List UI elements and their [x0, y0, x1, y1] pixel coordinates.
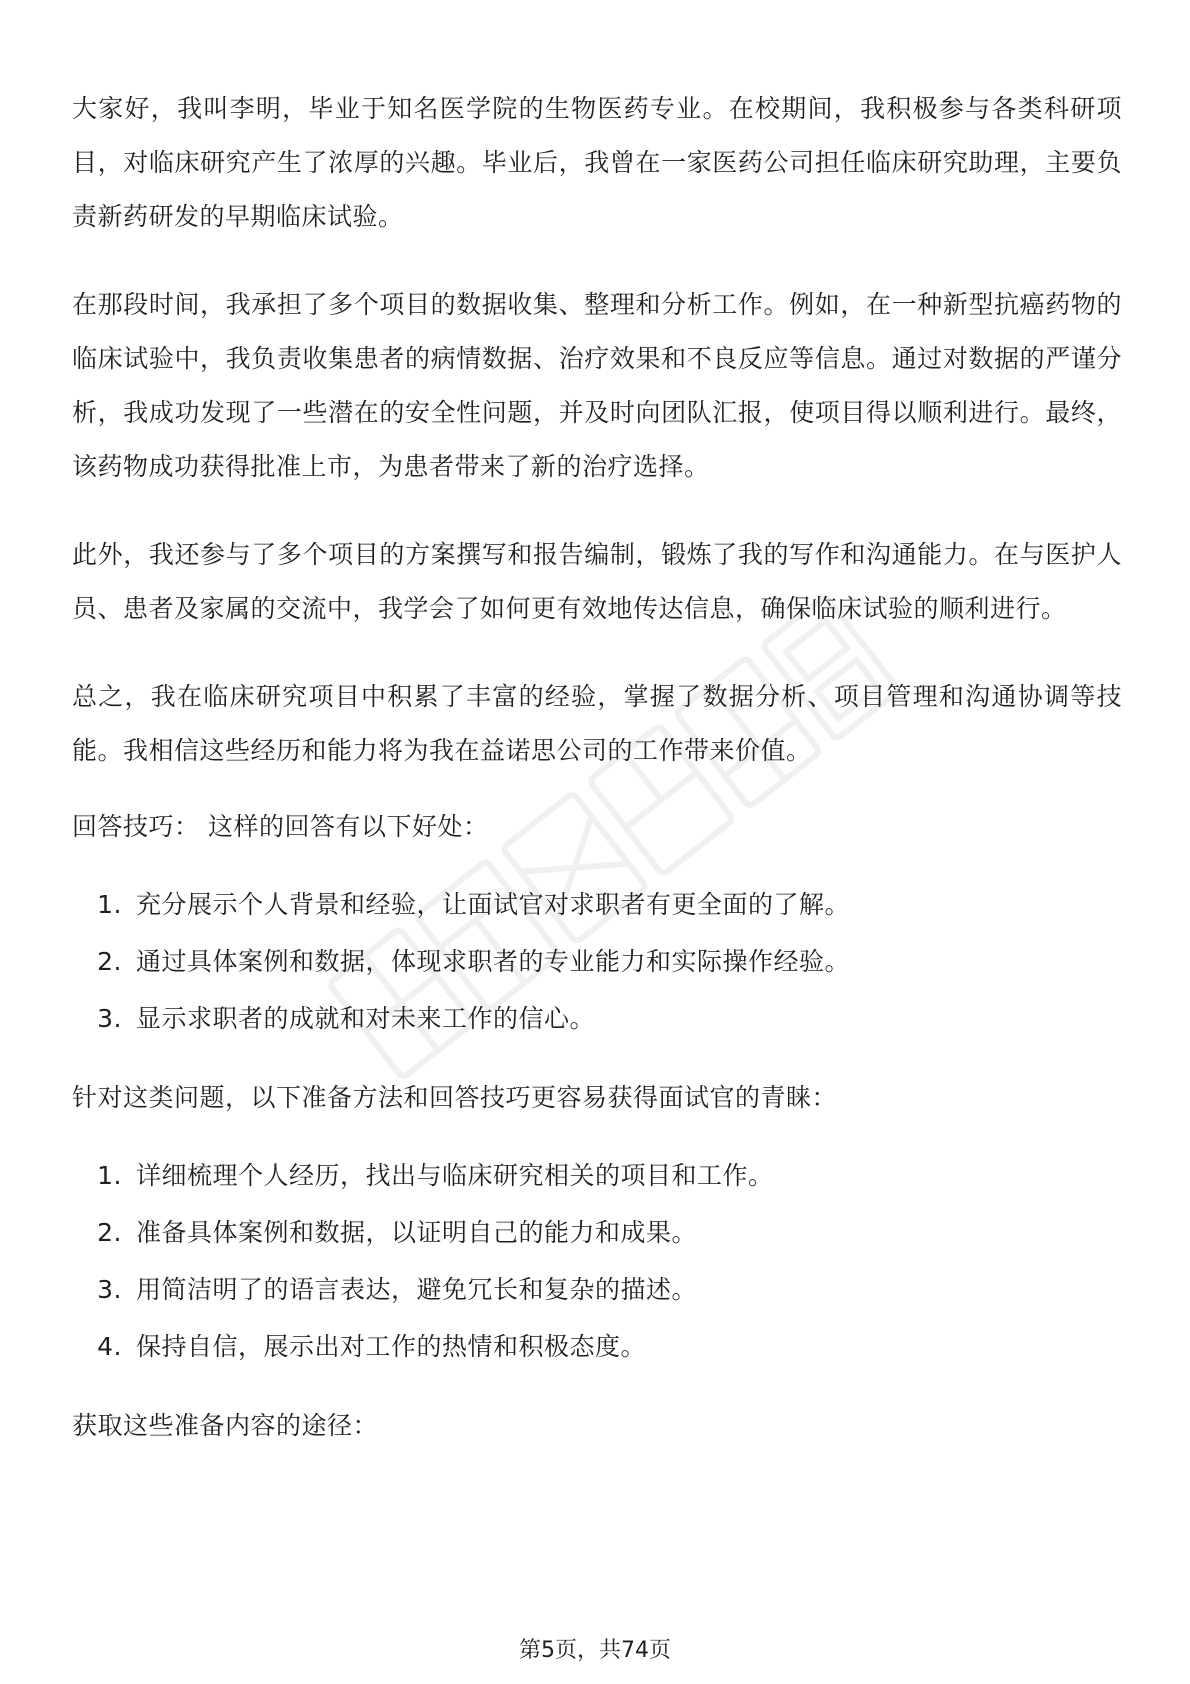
prep-heading: 针对这类问题，以下准备方法和回答技巧更容易获得面试官的青睐： — [72, 1083, 838, 1112]
paragraph-intro-1: 大家好，我叫李明，毕业于知名医学院的生物医药专业。在校期间，我积极参与各类科研项目，对临床研究产生了浓厚的兴趣。毕业后，我曾在一家医药公司担任临床研究助理，主要负责新药研发的早期临床试验。 — [72, 94, 1122, 231]
paragraph-intro-3: 此外，我还参与了多个项目的方案撰写和报告编制，锻炼了我的写作和沟通能力。在与医护人员、患者及家属的交流中，我学会了如何更有效地传达信息，确保临床试验的顺利进行。 — [72, 540, 1122, 623]
list-item: 3. 用简洁明了的语言表达，避免冗长和复杂的描述。 — [97, 1275, 698, 1304]
source-heading: 获取这些准备内容的途径： — [72, 1411, 379, 1440]
paragraph-intro-2: 在那段时间，我承担了多个项目的数据收集、整理和分析工作。例如，在一种新型抗癌药物的临床试验中，我负责收集患者的病情数据、治疗效果和不良反应等信息。通过对数据的严谨分析，我成功发现了一些潜在的安全性问题，并及时向团队汇报，使项目得以顺利进行。最终，该药物成功获得批准上市，为患者带来了新的治疗选择。 — [72, 290, 1122, 481]
list-item: 2. 通过具体案例和数据，体现求职者的专业能力和实际操作经验。 — [97, 947, 851, 976]
list-item: 2. 准备具体案例和数据，以证明自己的能力和成果。 — [97, 1218, 698, 1247]
list-item: 4. 保持自信，展示出对工作的热情和积极态度。 — [97, 1332, 647, 1361]
paragraph-intro-4: 总之，我在临床研究项目中积累了丰富的经验，掌握了数据分析、项目管理和沟通协调等技能。我相信这些经历和能力将为我在益诺思公司的工作带来价值。 — [72, 682, 1122, 765]
tips-list — [72, 876, 1122, 1047]
document-body — [72, 82, 1122, 1487]
list-item: 1. 详细梳理个人经历，找出与临床研究相关的项目和工作。 — [97, 1161, 774, 1190]
page-footer: 第5页，共74页 — [519, 1638, 671, 1663]
tips-heading: 回答技巧： 这样的回答有以下好处： — [72, 812, 489, 841]
prep-list — [72, 1147, 1122, 1375]
list-item: 1. 充分展示个人背景和经验，让面试官对求职者有更全面的了解。 — [97, 890, 851, 919]
list-item: 3. 显示求职者的成就和对未来工作的信心。 — [97, 1004, 596, 1033]
